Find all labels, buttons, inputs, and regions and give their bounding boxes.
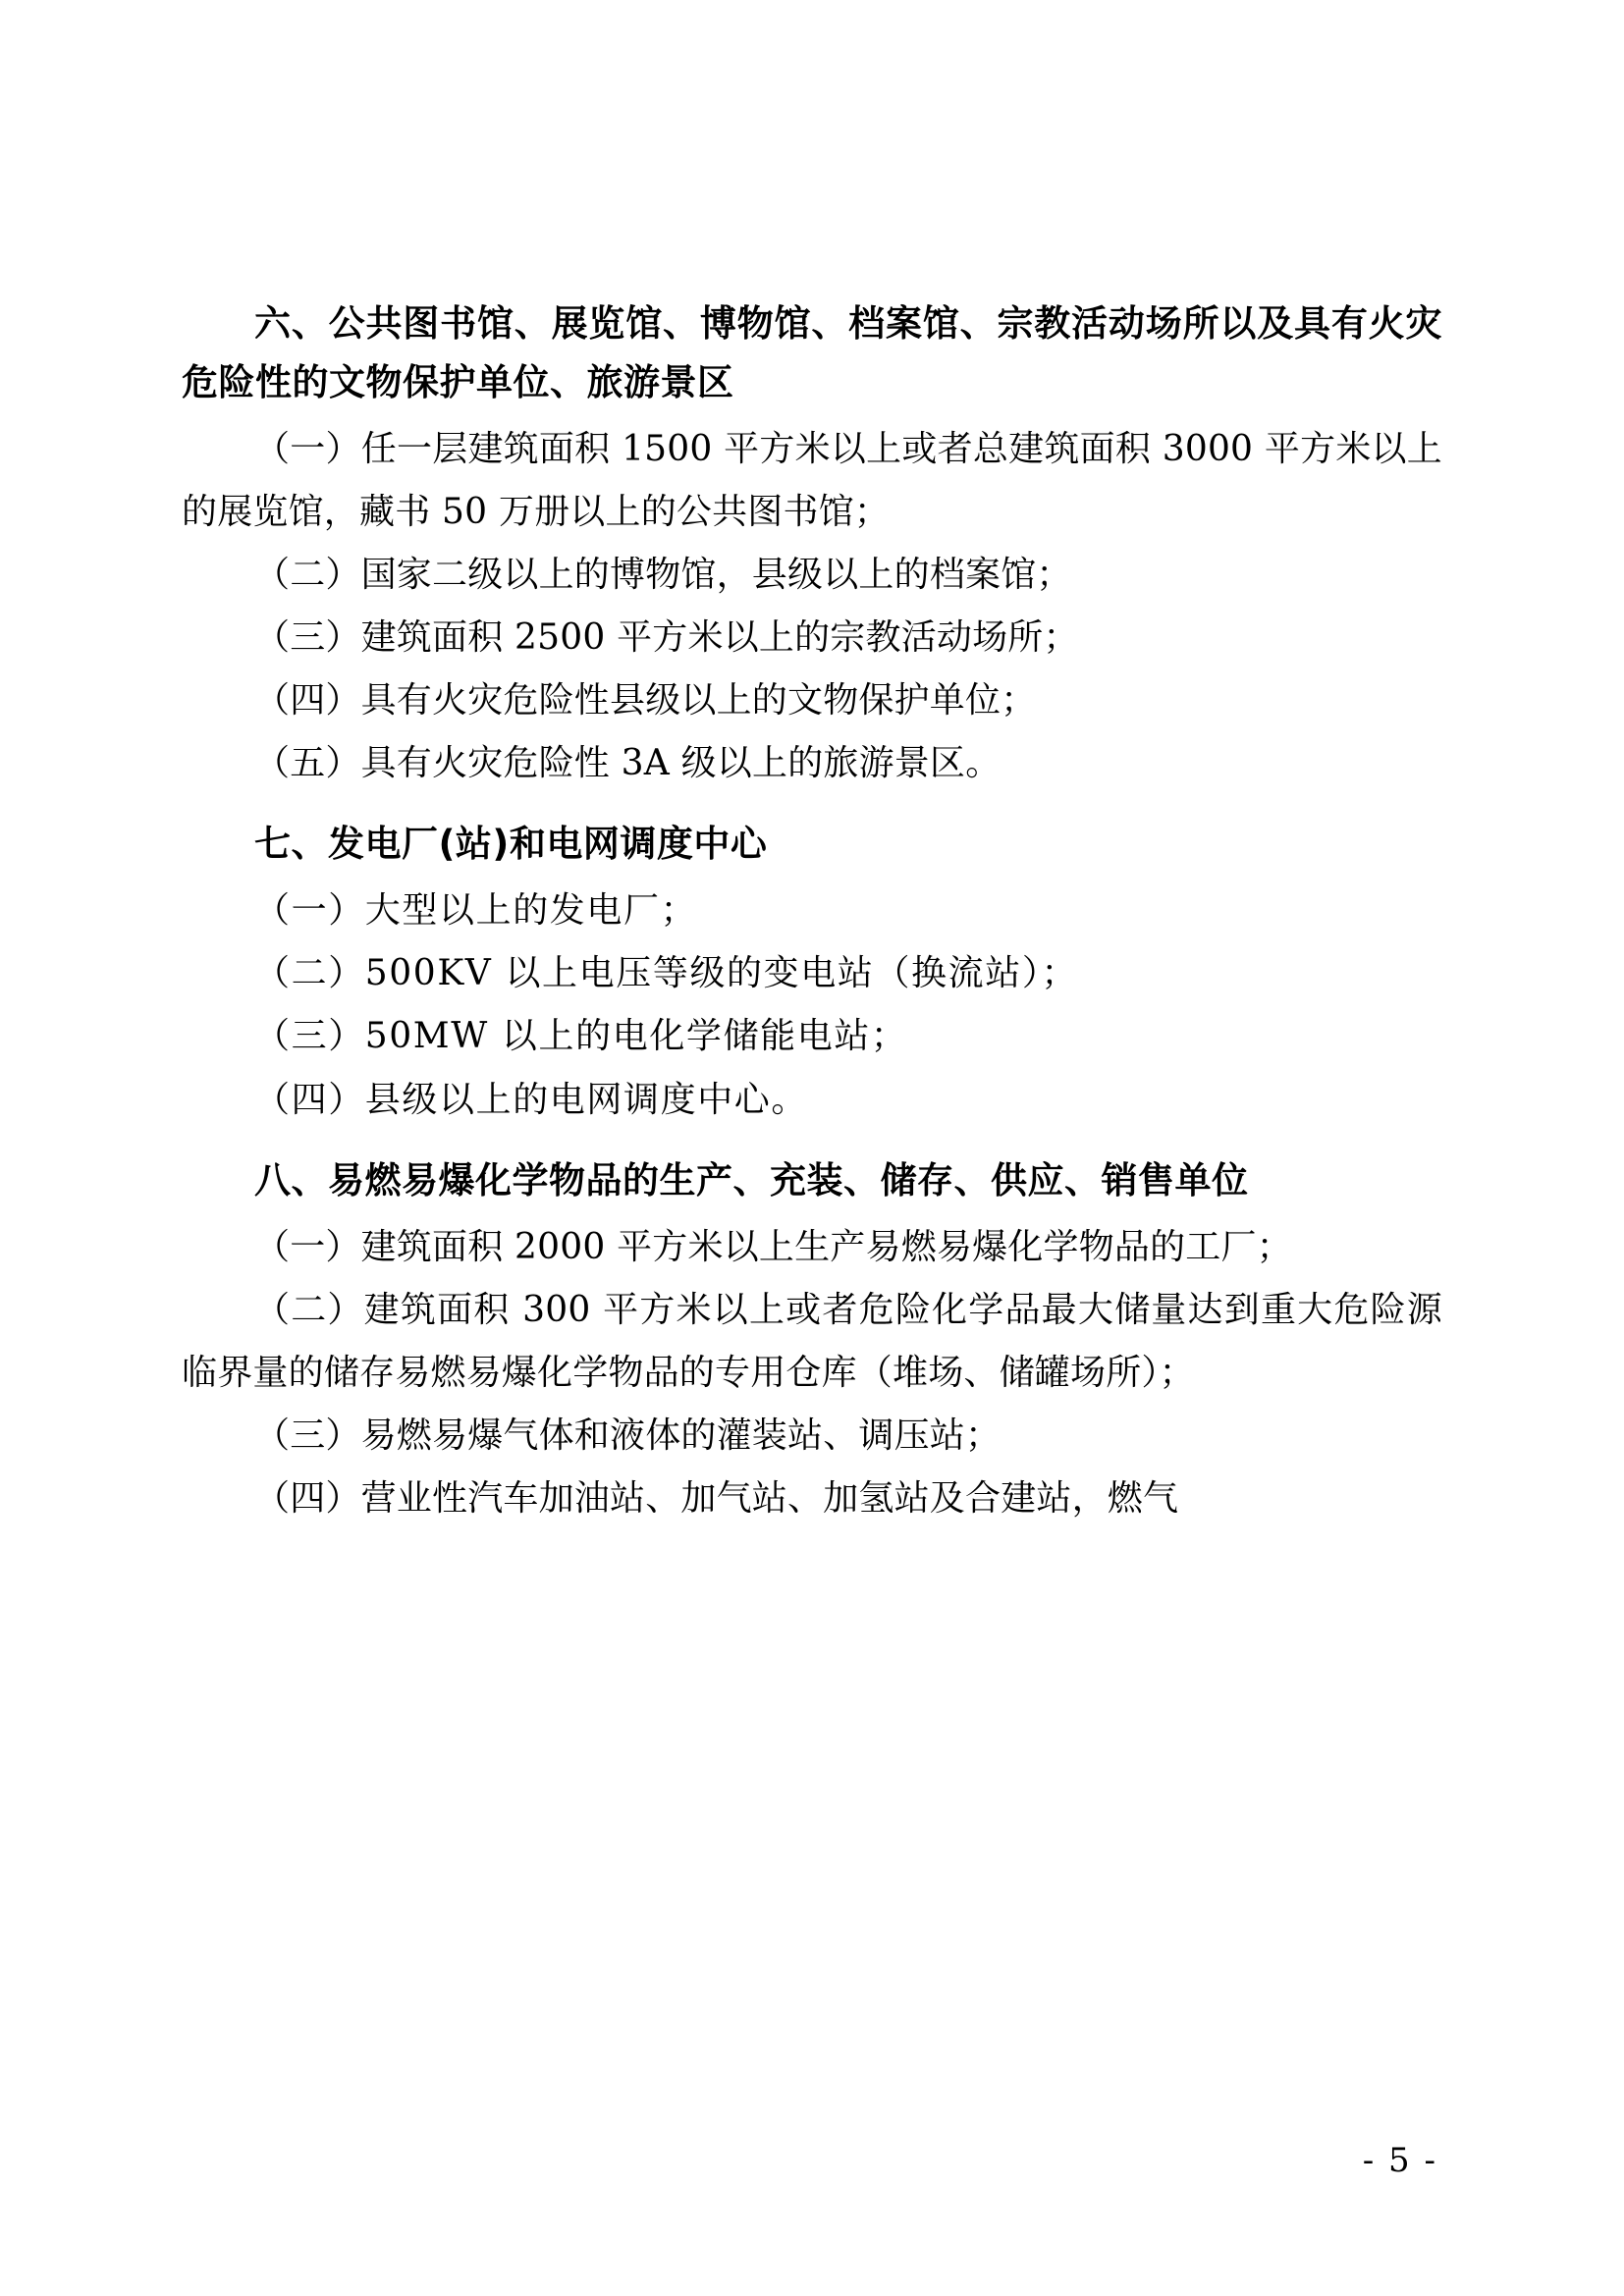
section-six-item-3: （三）建筑面积 2500 平方米以上的宗教活动场所；: [254, 617, 1079, 659]
section-heading-eight: 八、易燃易爆化学物品的生产、充装、储存、供应、销售单位: [254, 1158, 1249, 1201]
section-seven-item-3: （三）50MW 以上的电化学储能电站；: [254, 1016, 908, 1057]
section-eight-item-4: （四）营业性汽车加油站、加气站、加氢站及合建站，燃气: [254, 1477, 1179, 1519]
section-eight-item-1: （一）建筑面积 2000 平方米以上生产易燃易爆化学物品的工厂；: [254, 1226, 1292, 1267]
section-heading-six: 六、公共图书馆、展览馆、博物馆、档案馆、宗教活动场所以及具有火灾危险性的文物保护单位、旅游景区: [182, 302, 1442, 403]
page-number: - 5 -: [1362, 2141, 1437, 2180]
section-seven-item-4: （四）县级以上的电网调度中心。: [254, 1079, 809, 1120]
section-seven-item-1: （一）大型以上的发电厂；: [254, 890, 698, 932]
section-six-item-5: （五）具有火灾危险性 3A 级以上的旅游景区。: [254, 743, 1001, 784]
section-seven-item-2: （二）500KV 以上电压等级的变电站（换流站）；: [254, 953, 1079, 994]
section-heading-seven: 七、发电厂(站)和电网调度中心: [254, 823, 768, 866]
section-six-item-1: （一）任一层建筑面积 1500 平方米以上或者总建筑面积 3000 平方米以上的展览馆，藏书 50 万册以上的公共图书馆；: [182, 428, 1442, 532]
section-six-item-2: （二）国家二级以上的博物馆，县级以上的档案馆；: [254, 555, 1072, 596]
section-eight-item-3: （三）易燃易爆气体和液体的灌装站、调压站；: [254, 1415, 1001, 1456]
document-body: [182, 294, 1442, 1530]
section-eight-item-2: （二）建筑面积 300 平方米以上或者危险化学品最大储量达到重大危险源临界量的储存易燃易爆化学物品的专用仓库（堆场、储罐场所）；: [182, 1289, 1442, 1393]
section-six-item-4: （四）具有火灾危险性县级以上的文物保护单位；: [254, 680, 1037, 721]
